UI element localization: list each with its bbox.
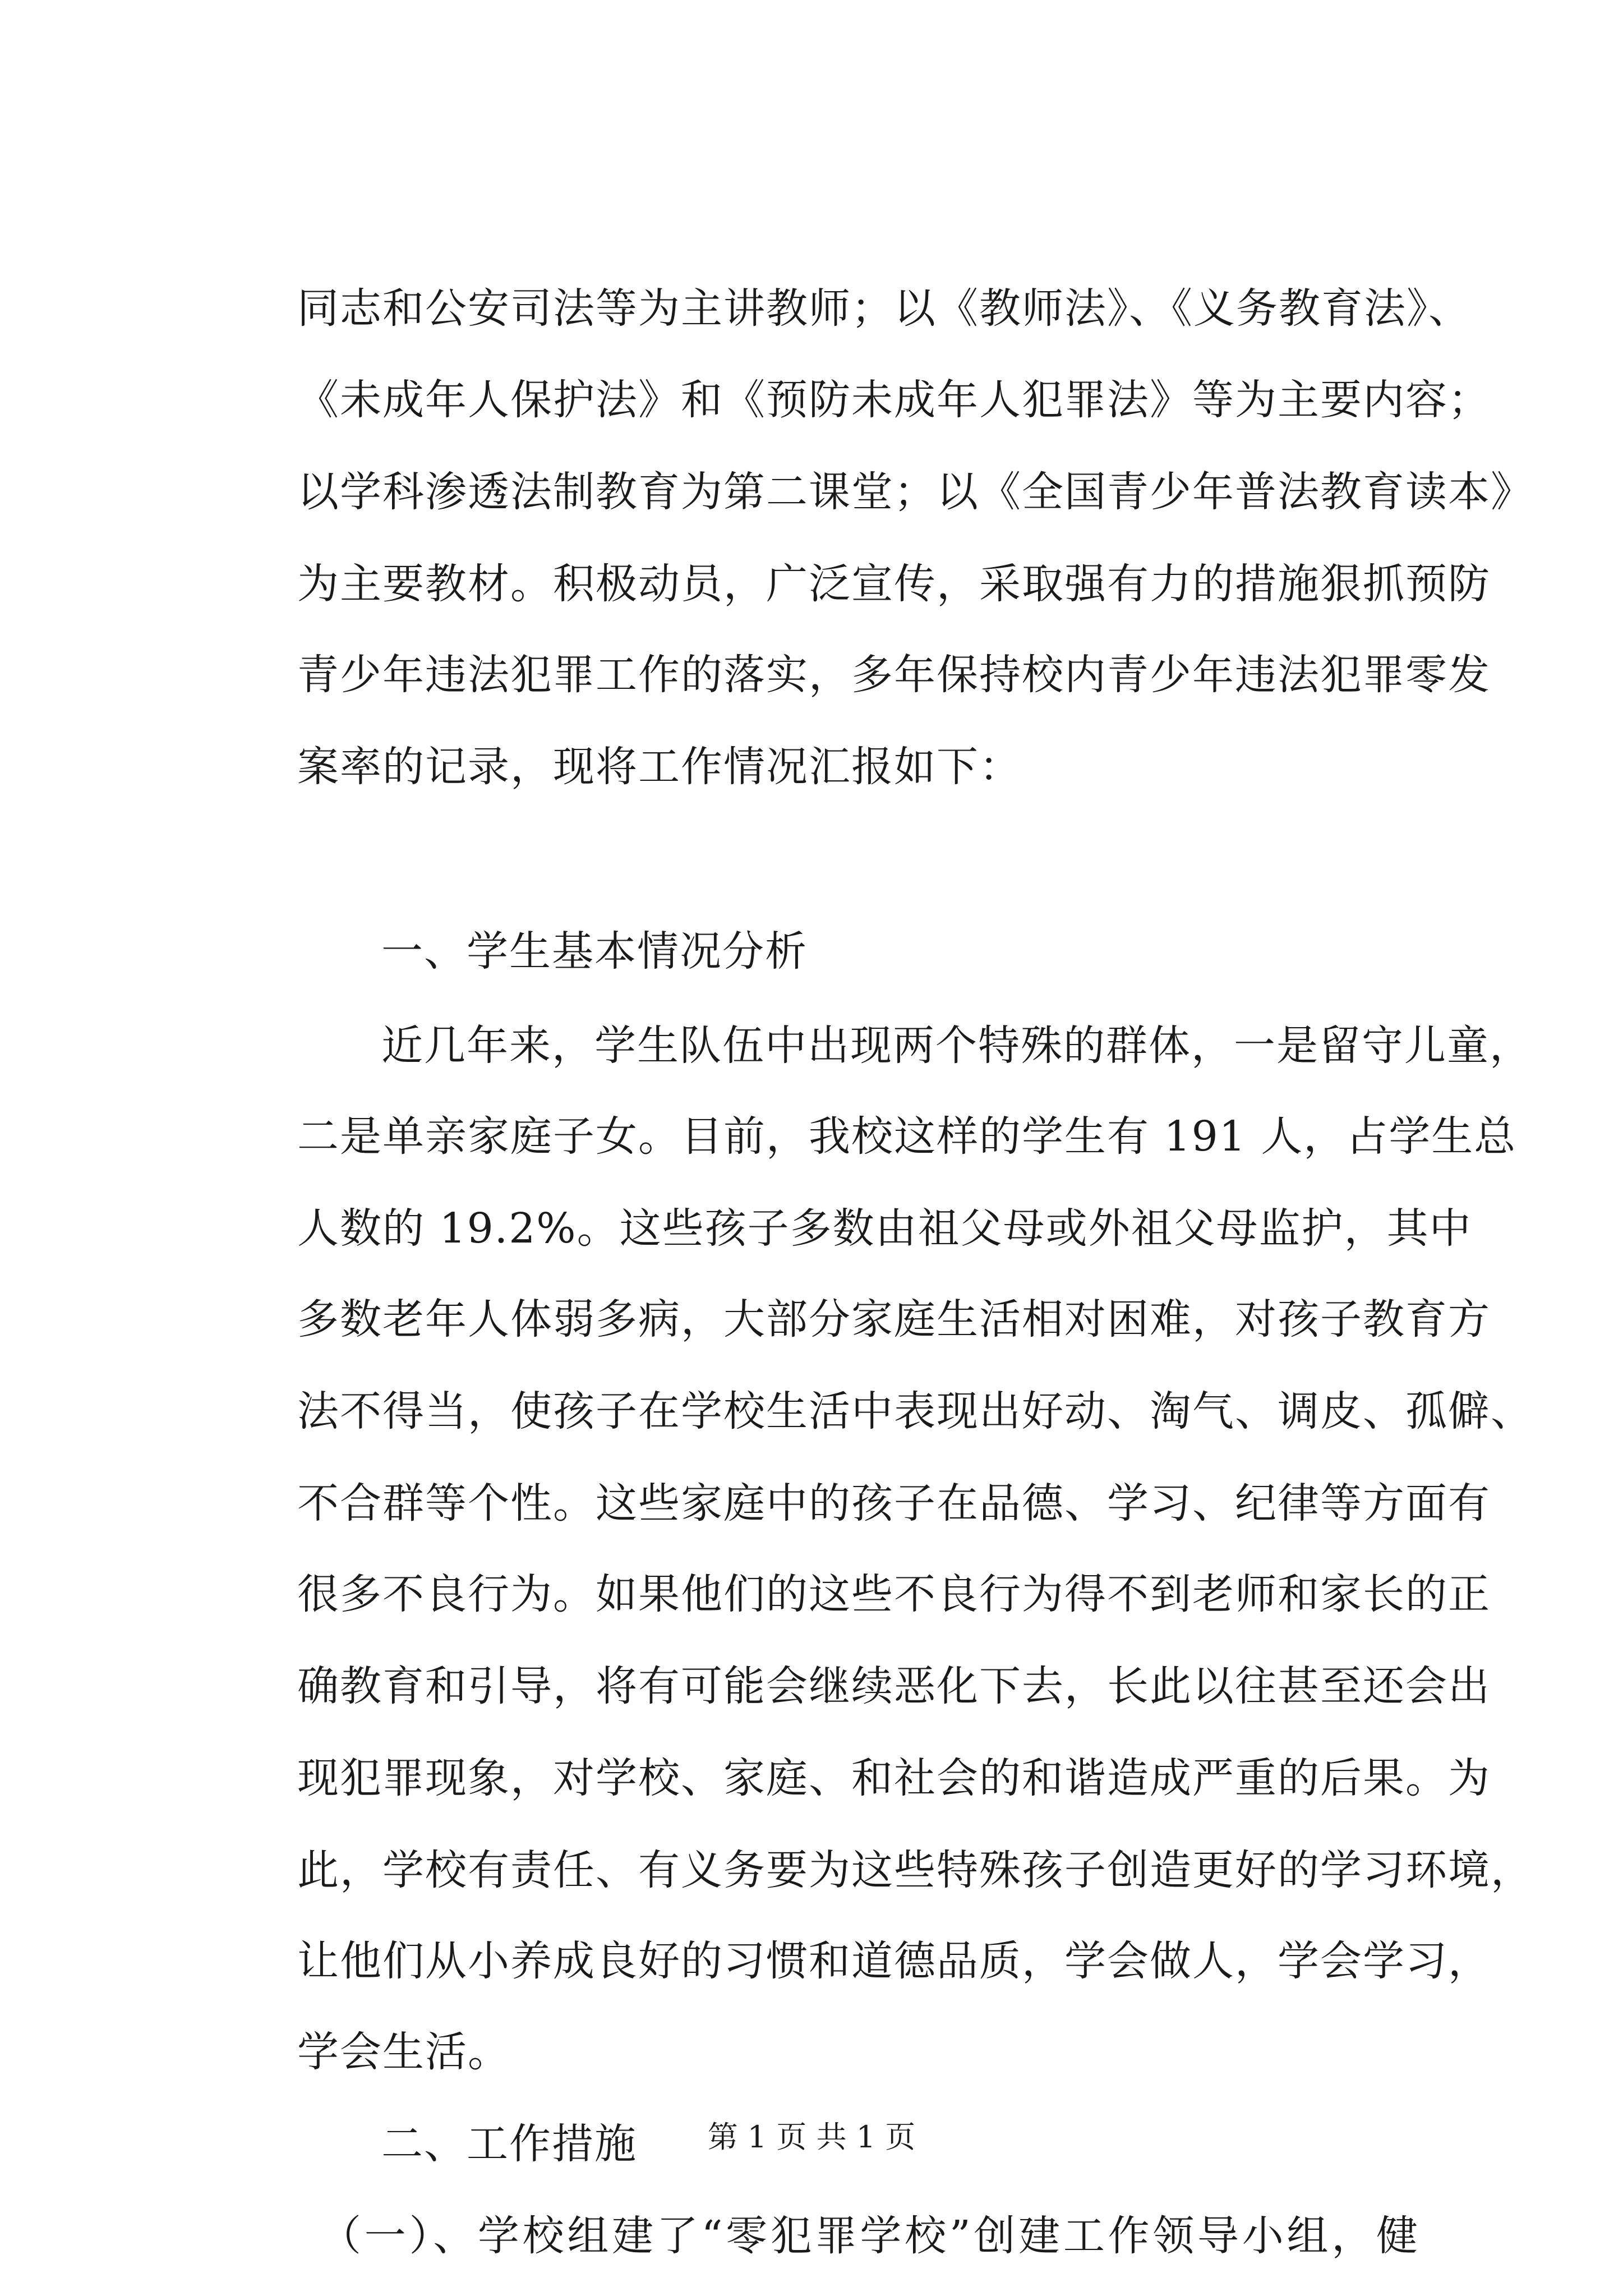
- paragraph-line: 学会生活。: [297, 2028, 510, 2076]
- paragraph-line: 此，学校有责任、有义务要为这些特殊孩子创造更好的学习环境，: [297, 1846, 1533, 1894]
- paragraph-line: 同志和公安司法等为主讲教师；以《教师法》、《义务教育法》、: [297, 284, 1471, 333]
- paragraph-line: 多数老年人体弱多病，大部分家庭生活相对困难，对孩子教育方: [297, 1295, 1491, 1343]
- paragraph-line: 不合群等个性。这些家庭中的孩子在品德、学习、纪律等方面有: [297, 1479, 1491, 1527]
- paragraph-line: 现犯罪现象，对学校、家庭、和社会的和谐造成严重的后果。为: [297, 1754, 1491, 1802]
- paragraph-line: 案率的记录，现将工作情况汇报如下：: [297, 743, 1022, 791]
- paragraph-line: 很多不良行为。如果他们的这些不良行为得不到老师和家长的正: [297, 1570, 1491, 1618]
- paragraph-line: 确教育和引导，将有可能会继续恶化下去，长此以往甚至还会出: [297, 1662, 1491, 1710]
- section-heading: 二、工作措施: [381, 2120, 637, 2168]
- paragraph-line: 青少年违法犯罪工作的落实，多年保持校内青少年违法犯罪零发: [297, 651, 1491, 699]
- paragraph-line: 为主要教材。积极动员，广泛宣传，采取强有力的措施狠抓预防: [297, 560, 1491, 608]
- paragraph-line: 二是单亲家庭子女。目前，我校这样的学生有 191 人，占学生总: [297, 1112, 1517, 1161]
- paragraph-line: 人数的 19.2%。这些孩子多数由祖父母或外祖父母监护，其中: [297, 1204, 1472, 1253]
- section-heading: 一、学生基本情况分析: [381, 927, 808, 976]
- page-footer: 第 1 页 共 1 页: [707, 2119, 916, 2155]
- paragraph-line: （一）、学校组建了“零犯罪学校”创建工作领导小组，健: [320, 2212, 1419, 2260]
- paragraph-line: 以学科渗透法制教育为第二课堂；以《全国青少年普法教育读本》: [297, 468, 1533, 516]
- paragraph-line: 近几年来，学生队伍中出现两个特殊的群体，一是留守儿童，: [381, 1022, 1532, 1070]
- paragraph-line: 法不得当，使孩子在学校生活中表现出好动、淘气、调皮、孤僻、: [297, 1387, 1533, 1435]
- paragraph-line: 让他们从小养成良好的习惯和道德品质，学会做人，学会学习，: [297, 1937, 1491, 1985]
- paragraph-line: 《未成年人保护法》和《预防未成年人犯罪法》等为主要内容；: [297, 376, 1491, 424]
